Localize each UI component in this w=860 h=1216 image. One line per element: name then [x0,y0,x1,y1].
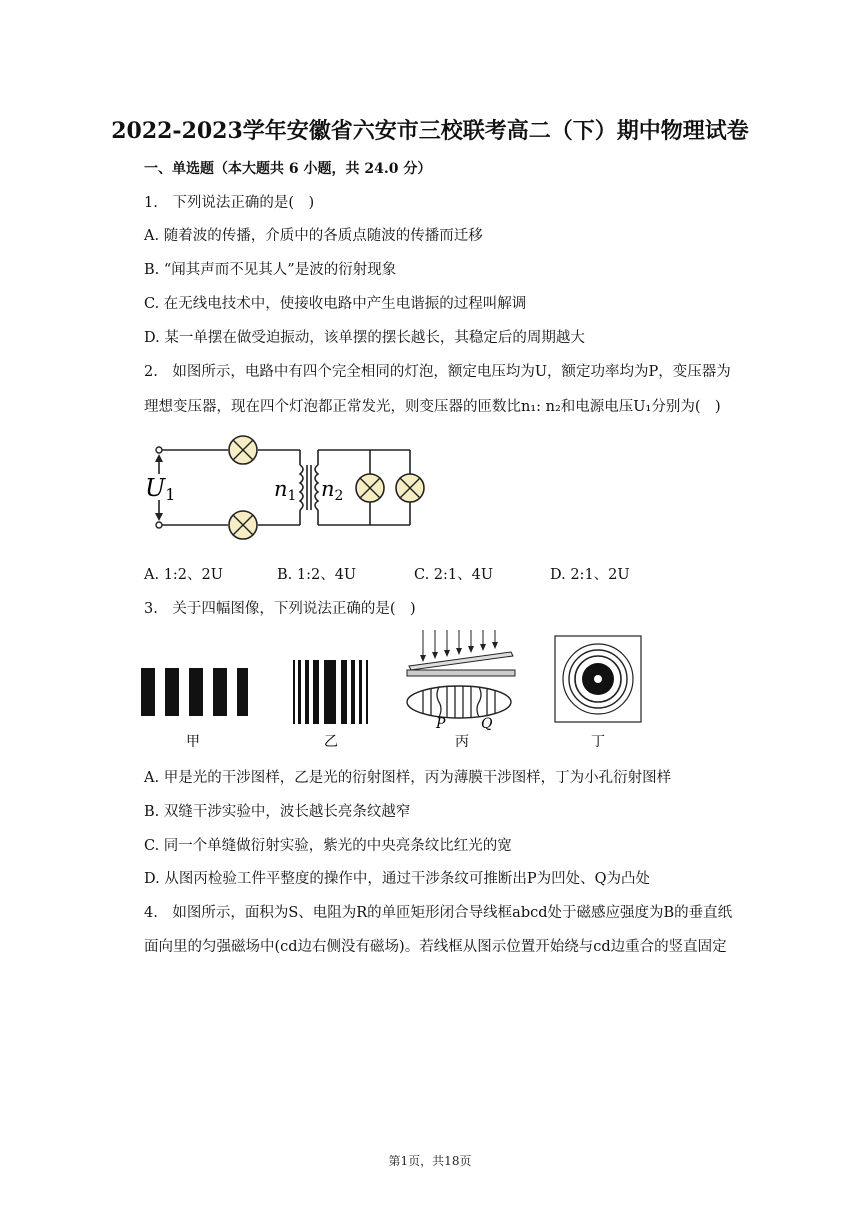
bulb-top-left [229,436,257,464]
bulb-right-1 [356,474,384,502]
pattern-yi [293,660,368,724]
q2-option-d: D. 2:1、2U [550,567,630,583]
bulb-right-2 [396,474,424,502]
q2-stem-line1: 2. 如图所示，电路中有四个完全相同的灯泡，额定电压均为U，额定功率均为P，变压器为 [144,364,731,380]
caption-ding: 丁 [591,734,605,750]
transformer-circuit-diagram [140,430,440,540]
label-n2: n2 [321,477,344,504]
pattern-ding [555,636,641,722]
pattern-bing [407,630,515,732]
q3-option-a: A. 甲是光的干涉图样，乙是光的衍射图样，丙为薄膜干涉图样，丁为小孔衍射图样 [144,770,672,786]
q2-option-a: A. 1:2、2U [144,567,223,583]
page-title: 2022-2023学年安徽省六安市三校联考高二（下）期中物理试卷 [111,118,749,144]
four-fringe-patterns-figure [135,626,655,754]
q1-option-d: D. 某一单摆在做受迫振动，该单摆的摆长越长，其稳定后的周期越大 [144,330,585,346]
q2-option-c: C. 2:1、4U [414,567,494,583]
q2-stem-line2: 理想变压器，现在四个灯泡都正常发光，则变压器的匝数比n₁: n₂和电源电压U₁分别为( ) [144,399,721,415]
label-q: Q [481,716,493,732]
q2-option-b: B. 1:2、4U [277,567,357,583]
caption-bing: 丙 [455,734,469,750]
q3-option-d: D. 从图丙检验工件平整度的操作中，通过干涉条纹可推断出P为凹处、Q为凸处 [144,871,650,887]
page-footer: 第1页，共18页 [388,1154,472,1168]
q4-stem-line2: 面向里的匀强磁场中(cd边右侧没有磁场)。若线框从图示位置开始绕与cd边重合的竖直固定 [144,939,727,955]
q4-stem-line1: 4. 如图所示，面积为S、电阻为R的单匝矩形闭合导线框abcd处于磁感应强度为B的垂直纸 [144,905,733,921]
q1-option-a: A. 随着波的传播，介质中的各质点随波的传播而迁移 [144,228,483,244]
label-p: P [436,716,446,732]
q1-option-c: C. 在无线电技术中，使接收电路中产生电谐振的过程叫解调 [144,296,527,312]
caption-yi: 乙 [324,734,338,750]
q1-stem: 1. 下列说法正确的是( ) [144,195,315,211]
q3-option-c: C. 同一个单缝做衍射实验，紫光的中央亮条纹比红光的宽 [144,838,512,854]
bulb-bottom-left [229,511,257,539]
label-n1: n1 [274,477,297,504]
q3-stem: 3. 关于四幅图像，下列说法正确的是( ) [144,601,416,617]
q2-choices [144,563,744,583]
caption-jia: 甲 [186,734,200,750]
section-heading: 一、单选题（本大题共 6 小题，共 24.0 分） [144,161,432,177]
pattern-jia [141,668,248,716]
q1-option-b: B. “闻其声而不见其人”是波的衍射现象 [144,262,397,278]
label-u1: U1 [145,474,176,504]
q3-option-b: B. 双缝干涉实验中，波长越长亮条纹越窄 [144,804,411,820]
